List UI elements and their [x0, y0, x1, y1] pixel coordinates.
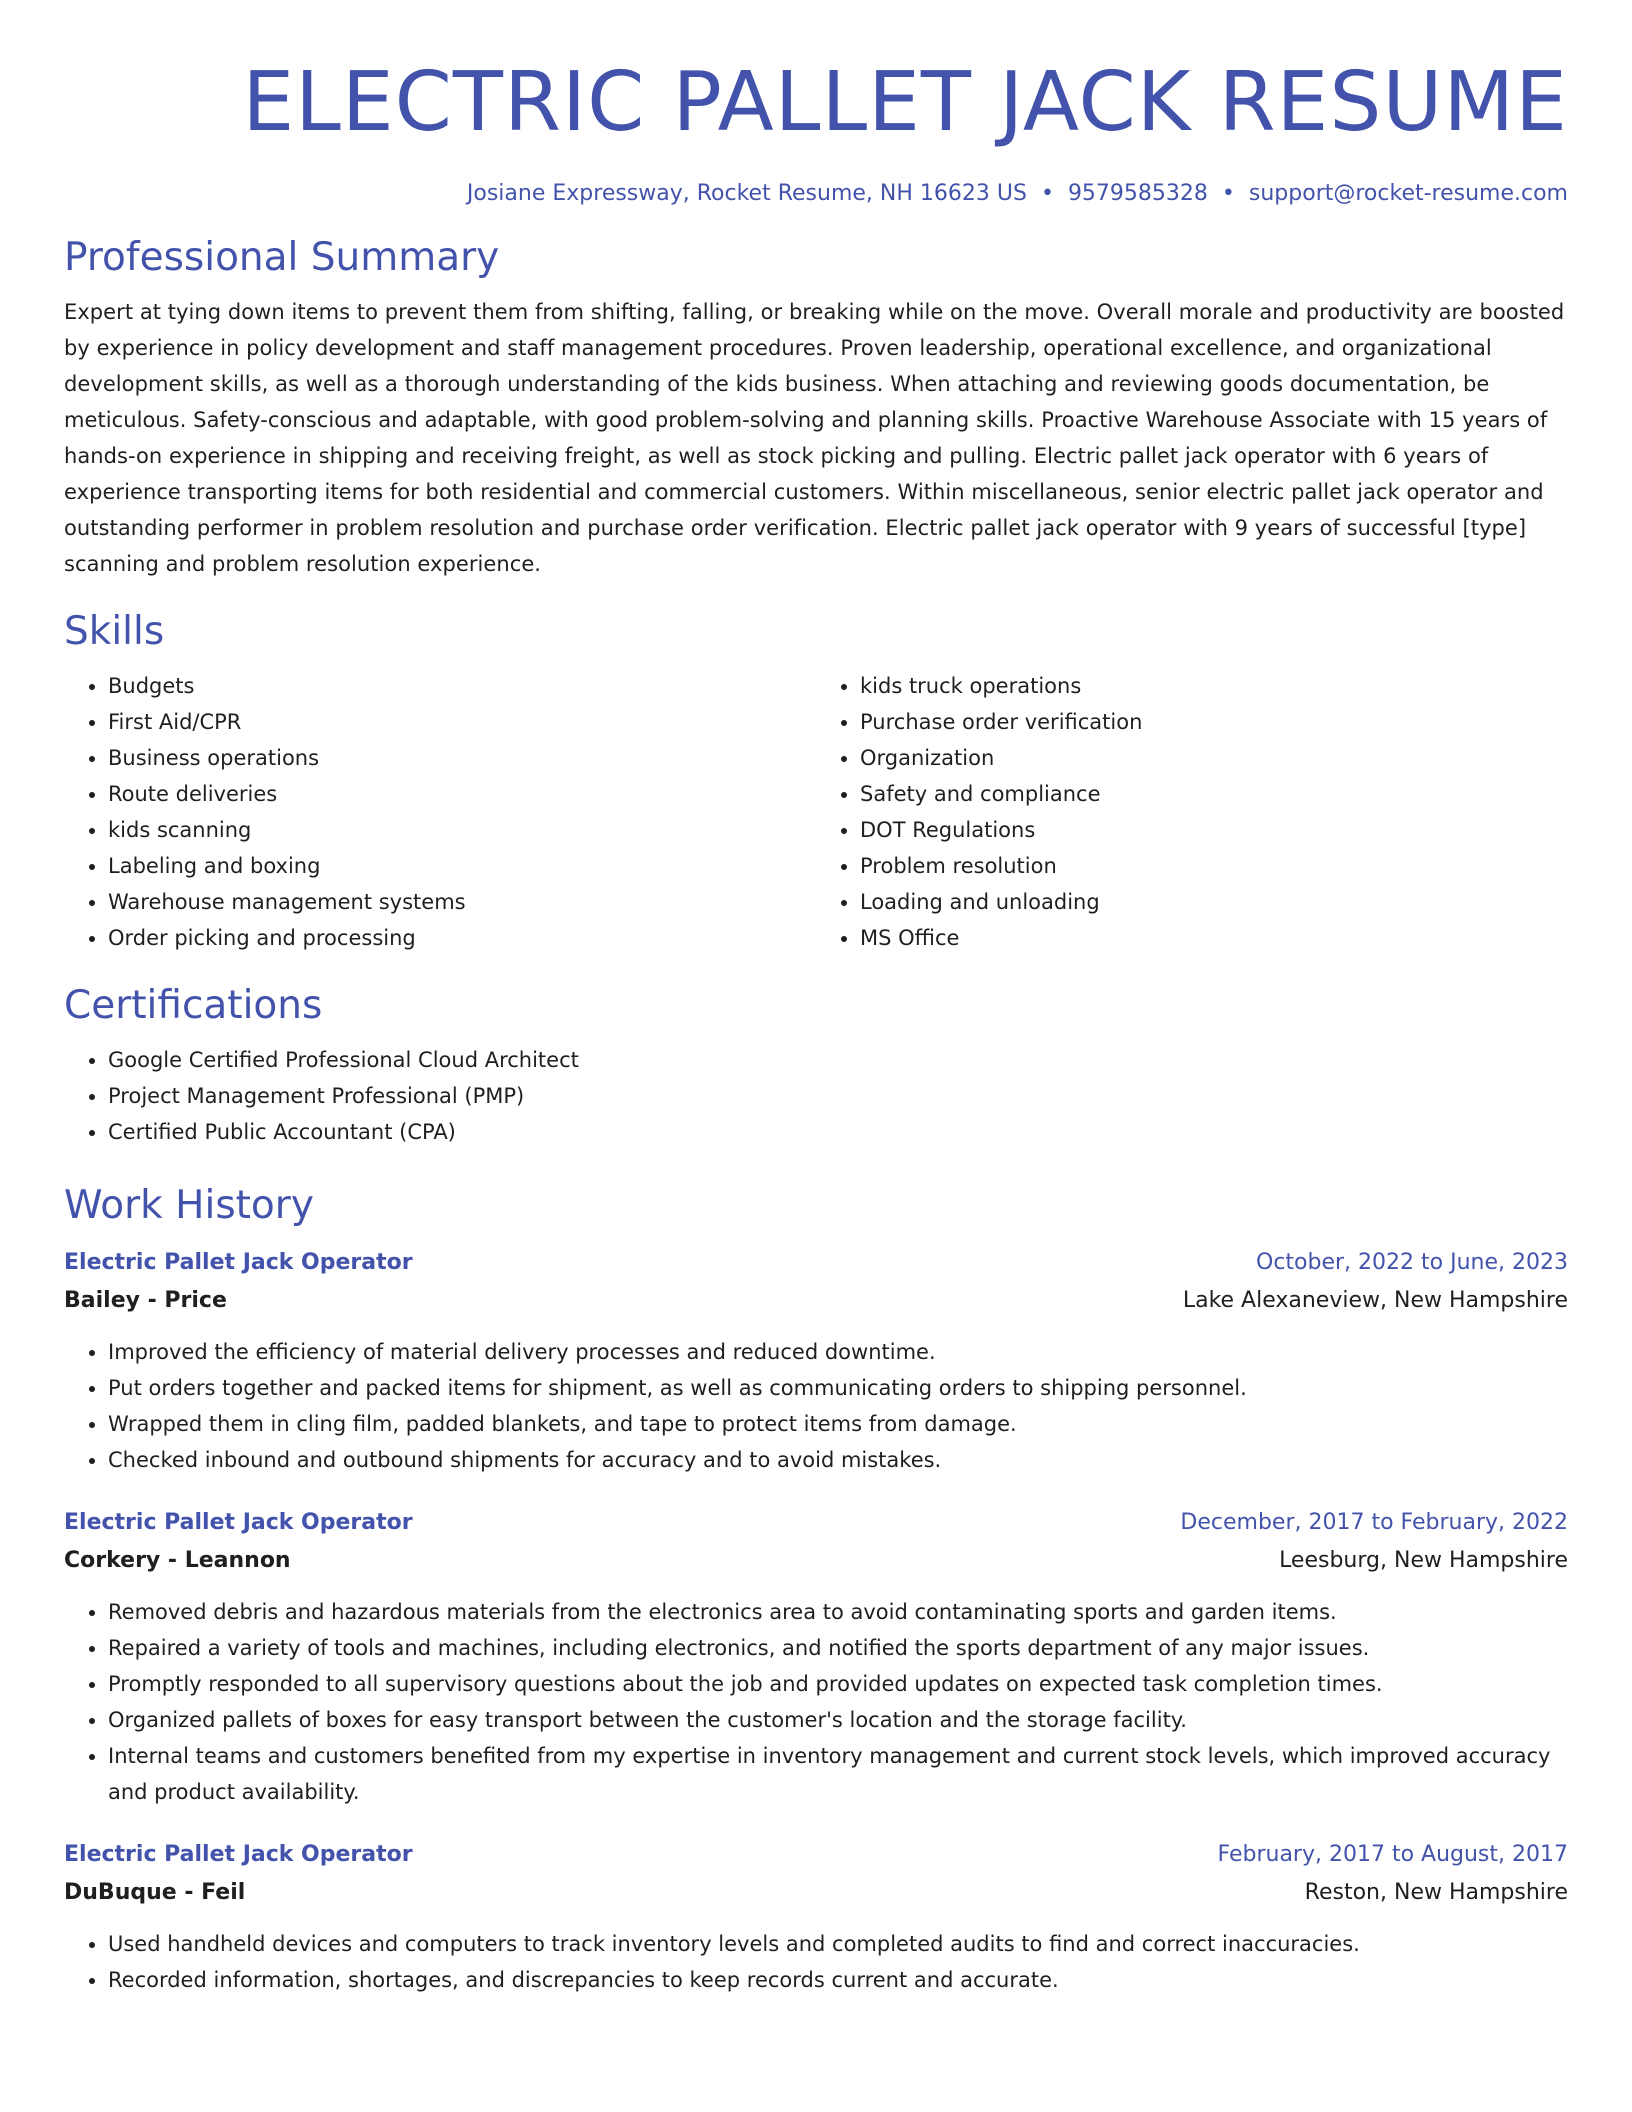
contact-separator: • — [1040, 181, 1054, 206]
contact-email: support@rocket-resume.com — [1248, 181, 1568, 206]
skill-item: • Route deliveries — [108, 776, 816, 812]
job-header-row — [64, 1504, 1568, 1542]
skill-item: • Safety and compliance — [860, 776, 1568, 812]
job-bullet: • Used handheld devices and computers to track inventory levels and completed audits to find and correct inaccuracies. — [108, 1926, 1568, 1962]
job-company: Bailey - Price — [64, 1288, 227, 1313]
skill-item: • Order picking and processing — [108, 920, 816, 956]
job-position: Electric Pallet Jack Operator — [64, 1250, 413, 1275]
job-bullets — [64, 1926, 1568, 1998]
job-header-row — [64, 1244, 1568, 1282]
skill-item: • Budgets — [108, 668, 816, 704]
job-company: DuBuque - Feil — [64, 1880, 246, 1905]
job-bullet: • Organized pallets of boxes for easy transport between the customer's location and the storage facility. — [108, 1702, 1568, 1738]
job-entry — [64, 1836, 1568, 1998]
job-location: Leesburg, New Hampshire — [1279, 1548, 1568, 1573]
resume-page — [64, 0, 1568, 1998]
job-bullet: • Promptly responded to all supervisory questions about the job and provided updates on expected task completion times. — [108, 1666, 1568, 1702]
job-dates: December, 2017 to February, 2022 — [1180, 1510, 1568, 1535]
job-dates: February, 2017 to August, 2017 — [1217, 1842, 1568, 1867]
contact-address: Josiane Expressway, Rocket Resume, NH 16623 US — [466, 181, 1027, 206]
skill-item: • Labeling and boxing — [108, 848, 816, 884]
contact-phone: 9579585328 — [1067, 181, 1208, 206]
summary-text: Expert at tying down items to prevent them from shifting, falling, or breaking while on the move. Overall morale and productivity are boosted by experience in policy development and staff management procedures. Proven leadership, operational excellence, and organizational development skills, as well as a thorough understanding of the kids business. When attaching and reviewing goods documentation, be meticulous. Safety-conscious and adaptable, with good problem-solving and planning skills. Proactive Warehouse Associate with 15 years of hands-on experience in shipping and receiving freight, as well as stock picking and pulling. Electric pallet jack operator with 6 years of experience transporting items for both residential and commercial customers. Within miscellaneous, senior electric pallet jack operator and outstanding performer in problem resolution and purchase order verification. Electric pallet jack operator with 9 years of successful [type] scanning and problem resolution experience. — [64, 300, 1565, 576]
summary-heading: Professional Summary — [64, 235, 500, 280]
resume-title: ELECTRIC PALLET JACK RESUME — [242, 55, 1568, 150]
skill-item: • MS Office — [860, 920, 1568, 956]
skill-item: • DOT Regulations — [860, 812, 1568, 848]
job-bullet: • Removed debris and hazardous materials from the electronics area to avoid contaminating sports and garden items. — [108, 1594, 1568, 1630]
job-entry — [64, 1244, 1568, 1478]
skill-item: • Organization — [860, 740, 1568, 776]
job-bullets — [64, 1334, 1568, 1478]
work-history-heading: Work History — [64, 1183, 314, 1228]
skill-item: • Problem resolution — [860, 848, 1568, 884]
skill-item: • Business operations — [108, 740, 816, 776]
contact-line — [64, 178, 1568, 210]
job-entry — [64, 1504, 1568, 1810]
skills-list-right — [816, 668, 1568, 956]
job-employer-row — [64, 1542, 1568, 1580]
job-bullet: • Repaired a variety of tools and machines, including electronics, and notified the sports department of any major issues. — [108, 1630, 1568, 1666]
certification-item: • Project Management Professional (PMP) — [108, 1078, 1568, 1114]
job-bullet: • Put orders together and packed items for shipment, as well as communicating orders to shipping personnel. — [108, 1370, 1568, 1406]
skill-item: • kids truck operations — [860, 668, 1568, 704]
job-dates: October, 2022 to June, 2023 — [1256, 1250, 1568, 1275]
skill-item: • Purchase order verification — [860, 704, 1568, 740]
job-bullet: • Recorded information, shortages, and discrepancies to keep records current and accurate. — [108, 1962, 1568, 1998]
job-employer-row — [64, 1282, 1568, 1320]
skills-columns — [64, 668, 1568, 956]
job-bullet: • Internal teams and customers benefited from my expertise in inventory management and current stock levels, which improved accuracy and product availability. — [108, 1738, 1568, 1810]
contact-separator: • — [1221, 181, 1235, 206]
job-location: Reston, New Hampshire — [1304, 1880, 1568, 1905]
job-employer-row — [64, 1874, 1568, 1912]
job-company: Corkery - Leannon — [64, 1548, 291, 1573]
job-location: Lake Alexaneview, New Hampshire — [1182, 1288, 1568, 1313]
certifications-heading: Certifications — [64, 983, 323, 1028]
job-bullets — [64, 1594, 1568, 1810]
skills-heading: Skills — [64, 609, 165, 654]
skill-item: • kids scanning — [108, 812, 816, 848]
job-position: Electric Pallet Jack Operator — [64, 1510, 413, 1535]
certification-item: • Certified Public Accountant (CPA) — [108, 1114, 1568, 1150]
skill-item: • Warehouse management systems — [108, 884, 816, 920]
job-bullet: • Improved the efficiency of material delivery processes and reduced downtime. — [108, 1334, 1568, 1370]
job-position: Electric Pallet Jack Operator — [64, 1842, 413, 1867]
job-bullet: • Checked inbound and outbound shipments for accuracy and to avoid mistakes. — [108, 1442, 1568, 1478]
skill-item: • First Aid/CPR — [108, 704, 816, 740]
certification-item: • Google Certified Professional Cloud Architect — [108, 1042, 1568, 1078]
job-bullet: • Wrapped them in cling film, padded blankets, and tape to protect items from damage. — [108, 1406, 1568, 1442]
certifications-list — [64, 1042, 1568, 1150]
job-header-row — [64, 1836, 1568, 1874]
skill-item: • Loading and unloading — [860, 884, 1568, 920]
skills-list-left — [64, 668, 816, 956]
